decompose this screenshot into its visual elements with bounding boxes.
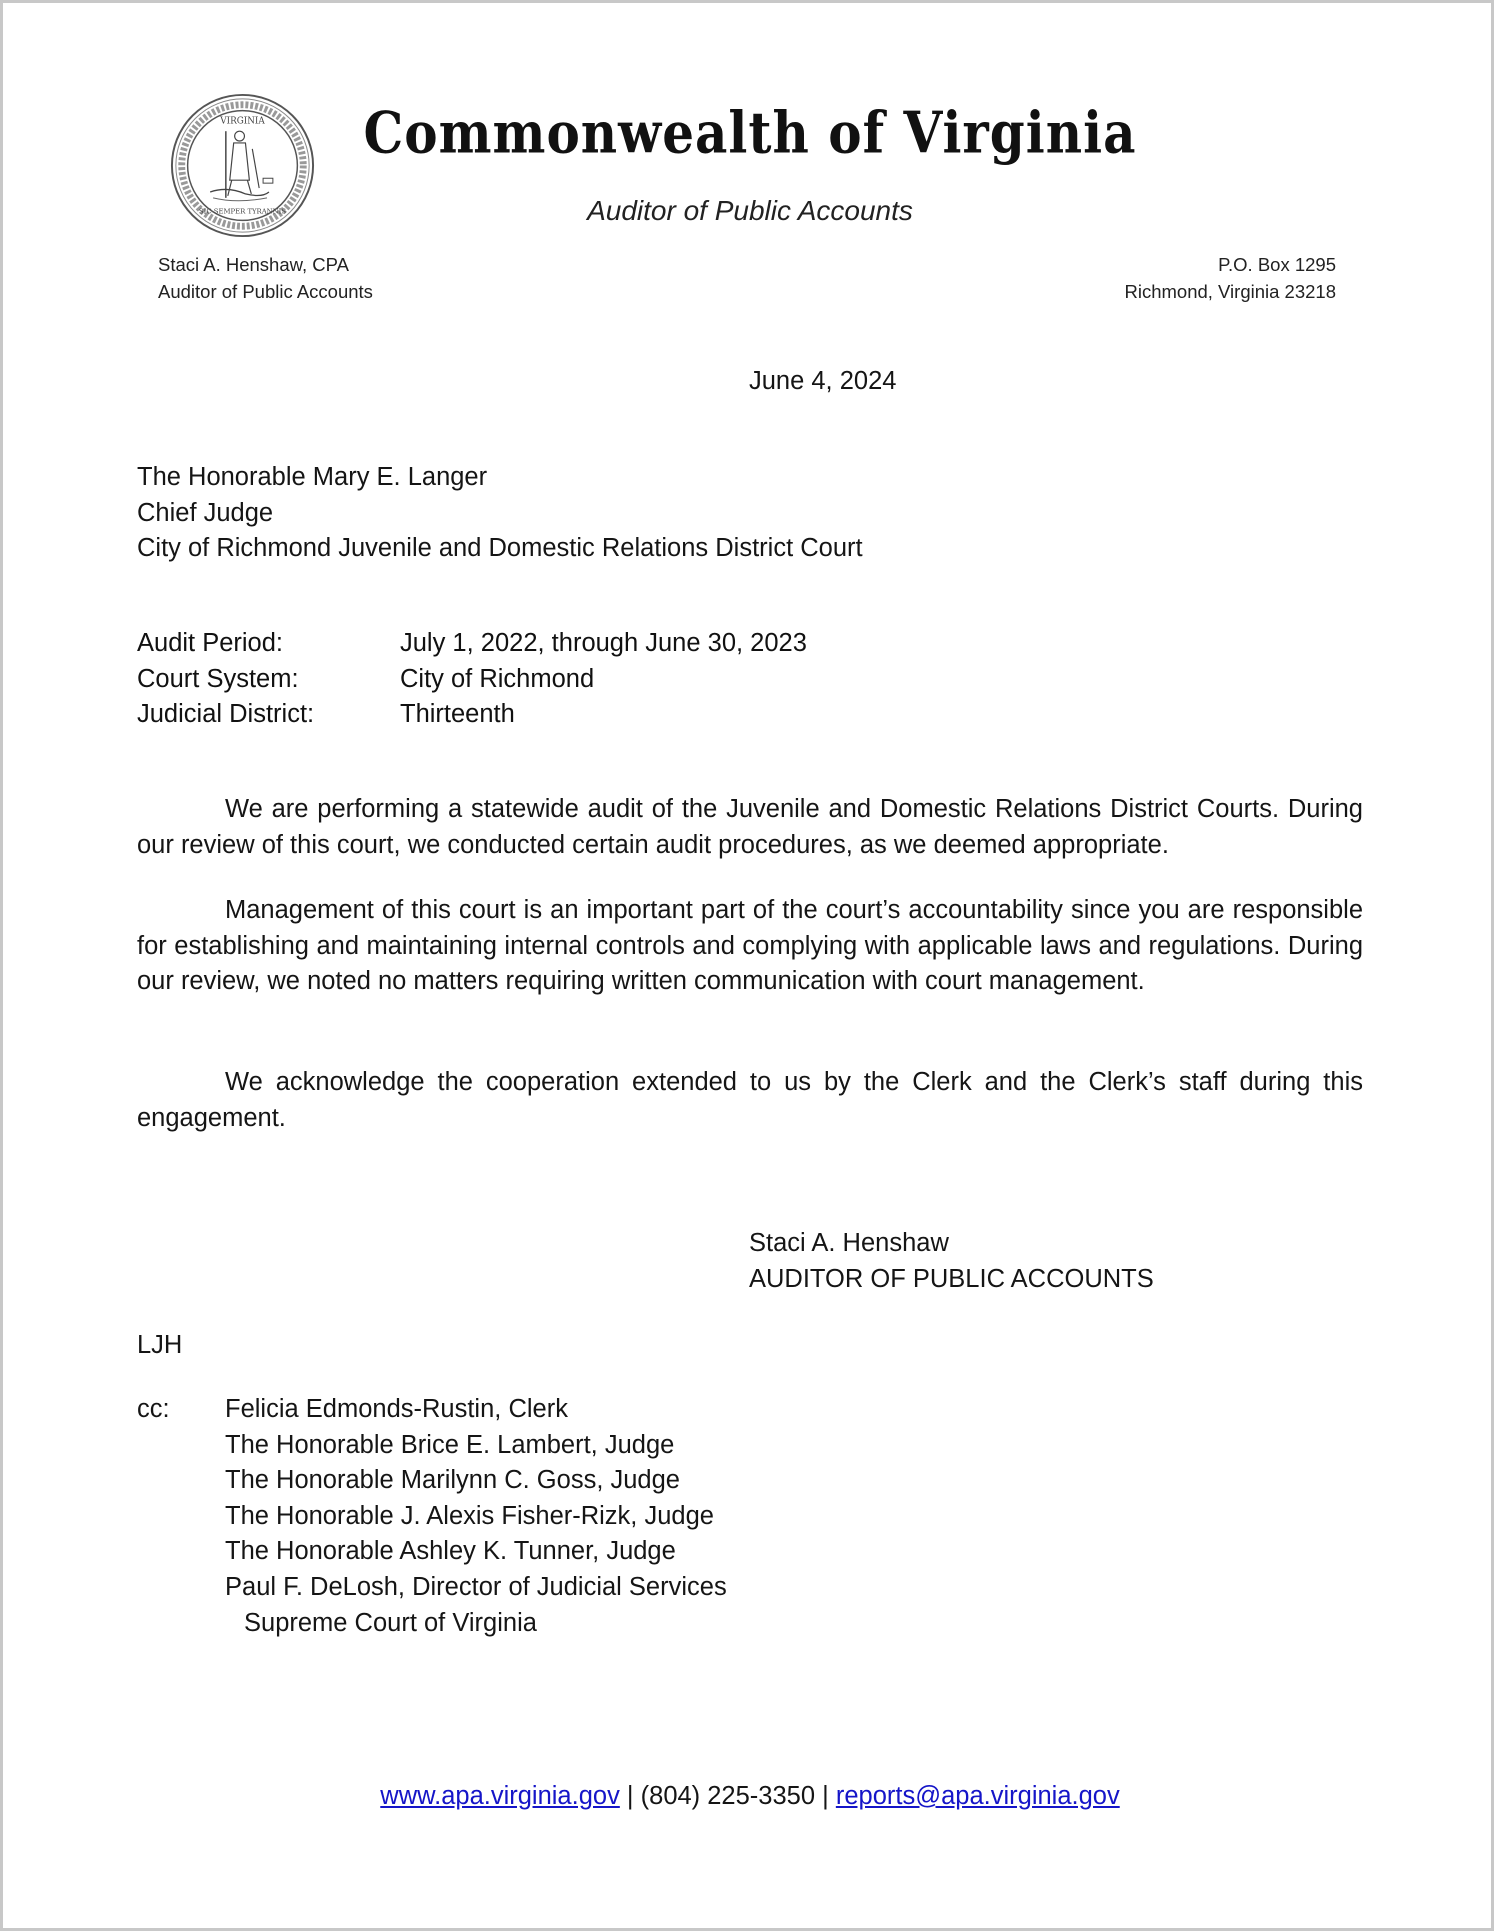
- judicial-district-value: Thirteenth: [400, 700, 515, 729]
- recipient-name: The Honorable Mary E. Langer: [137, 463, 488, 491]
- letterhead-subtitle: Auditor of Public Accounts: [587, 195, 913, 226]
- auditor-title: Auditor of Public Accounts: [158, 281, 373, 302]
- website-link[interactable]: www.apa.virginia.gov: [380, 1782, 620, 1810]
- cc-recipient-organization: Supreme Court of Virginia: [244, 1608, 537, 1637]
- audit-period-row: [137, 626, 807, 662]
- cc-recipient: Felicia Edmonds-Rustin, Clerk: [225, 1395, 568, 1423]
- cc-list: [225, 1392, 727, 1641]
- signature-title: AUDITOR OF PUBLIC ACCOUNTS: [749, 1264, 1154, 1293]
- svg-text:SIC SEMPER TYRANNIS: SIC SEMPER TYRANNIS: [198, 207, 287, 216]
- cc-recipient: The Honorable Marilynn C. Goss, Judge: [225, 1466, 680, 1495]
- judicial-district-label: Judicial District:: [137, 700, 315, 729]
- signature-name: Staci A. Henshaw: [749, 1229, 949, 1257]
- svg-text:VIRGINIA: VIRGINIA: [220, 116, 265, 127]
- paragraph-2: Management of this court is an important part of the court’s accountability since you are responsible for establishing and maintaining internal controls and complying with applicable laws and regulations. During our review, we noted no matters requiring written communication with court management.: [137, 896, 1363, 996]
- letterhead-left-block: [158, 251, 373, 305]
- cc-recipient: The Honorable Ashley K. Tunner, Judge: [225, 1537, 676, 1566]
- audit-period-value: July 1, 2022, through June 30, 2023: [400, 629, 807, 657]
- footer-separator: |: [626, 1782, 634, 1810]
- signature-block: [749, 1226, 1154, 1297]
- letterhead-address-block: [1124, 251, 1336, 305]
- recipient-title: Chief Judge: [137, 498, 274, 527]
- paragraph-1: We are performing a statewide audit of the Juvenile and Domestic Relations District Courts. During our review of this court, we conducted certain audit procedures, as we deemed appropriate.: [137, 795, 1363, 859]
- recipient-court: City of Richmond Juvenile and Domestic Relations District Court: [137, 534, 863, 563]
- auditor-name: Staci A. Henshaw, CPA: [158, 254, 349, 275]
- recipient-block: [137, 460, 863, 567]
- footer-contact: [3, 1782, 1494, 1811]
- cc-recipient: Paul F. DeLosh, Director of Judicial Services: [225, 1572, 727, 1601]
- cc-recipient: The Honorable Brice E. Lambert, Judge: [225, 1430, 675, 1459]
- court-system-value: City of Richmond: [400, 664, 595, 693]
- typist-initials: LJH: [137, 1331, 183, 1359]
- phone-number: (804) 225-3350: [640, 1782, 816, 1810]
- cc-label: cc:: [137, 1395, 170, 1423]
- court-system-row: [137, 662, 594, 698]
- audit-period-label: Audit Period:: [137, 629, 284, 657]
- email-link[interactable]: reports@apa.virginia.gov: [835, 1782, 1120, 1810]
- paragraph-3: We acknowledge the cooperation extended to us by the Clerk and the Clerk’s staff during this engagement.: [137, 1068, 1363, 1132]
- cc-recipient: The Honorable J. Alexis Fisher-Rizk, Judge: [225, 1501, 714, 1530]
- judicial-district-row: [137, 697, 515, 733]
- letterhead-title: Commonwealth of Virginia: [363, 98, 1137, 167]
- city-state-zip: Richmond, Virginia 23218: [1124, 281, 1336, 302]
- court-system-label: Court System:: [137, 664, 299, 693]
- po-box: P.O. Box 1295: [1218, 254, 1336, 275]
- letter-date: June 4, 2024: [749, 367, 897, 395]
- footer-separator: |: [822, 1782, 829, 1810]
